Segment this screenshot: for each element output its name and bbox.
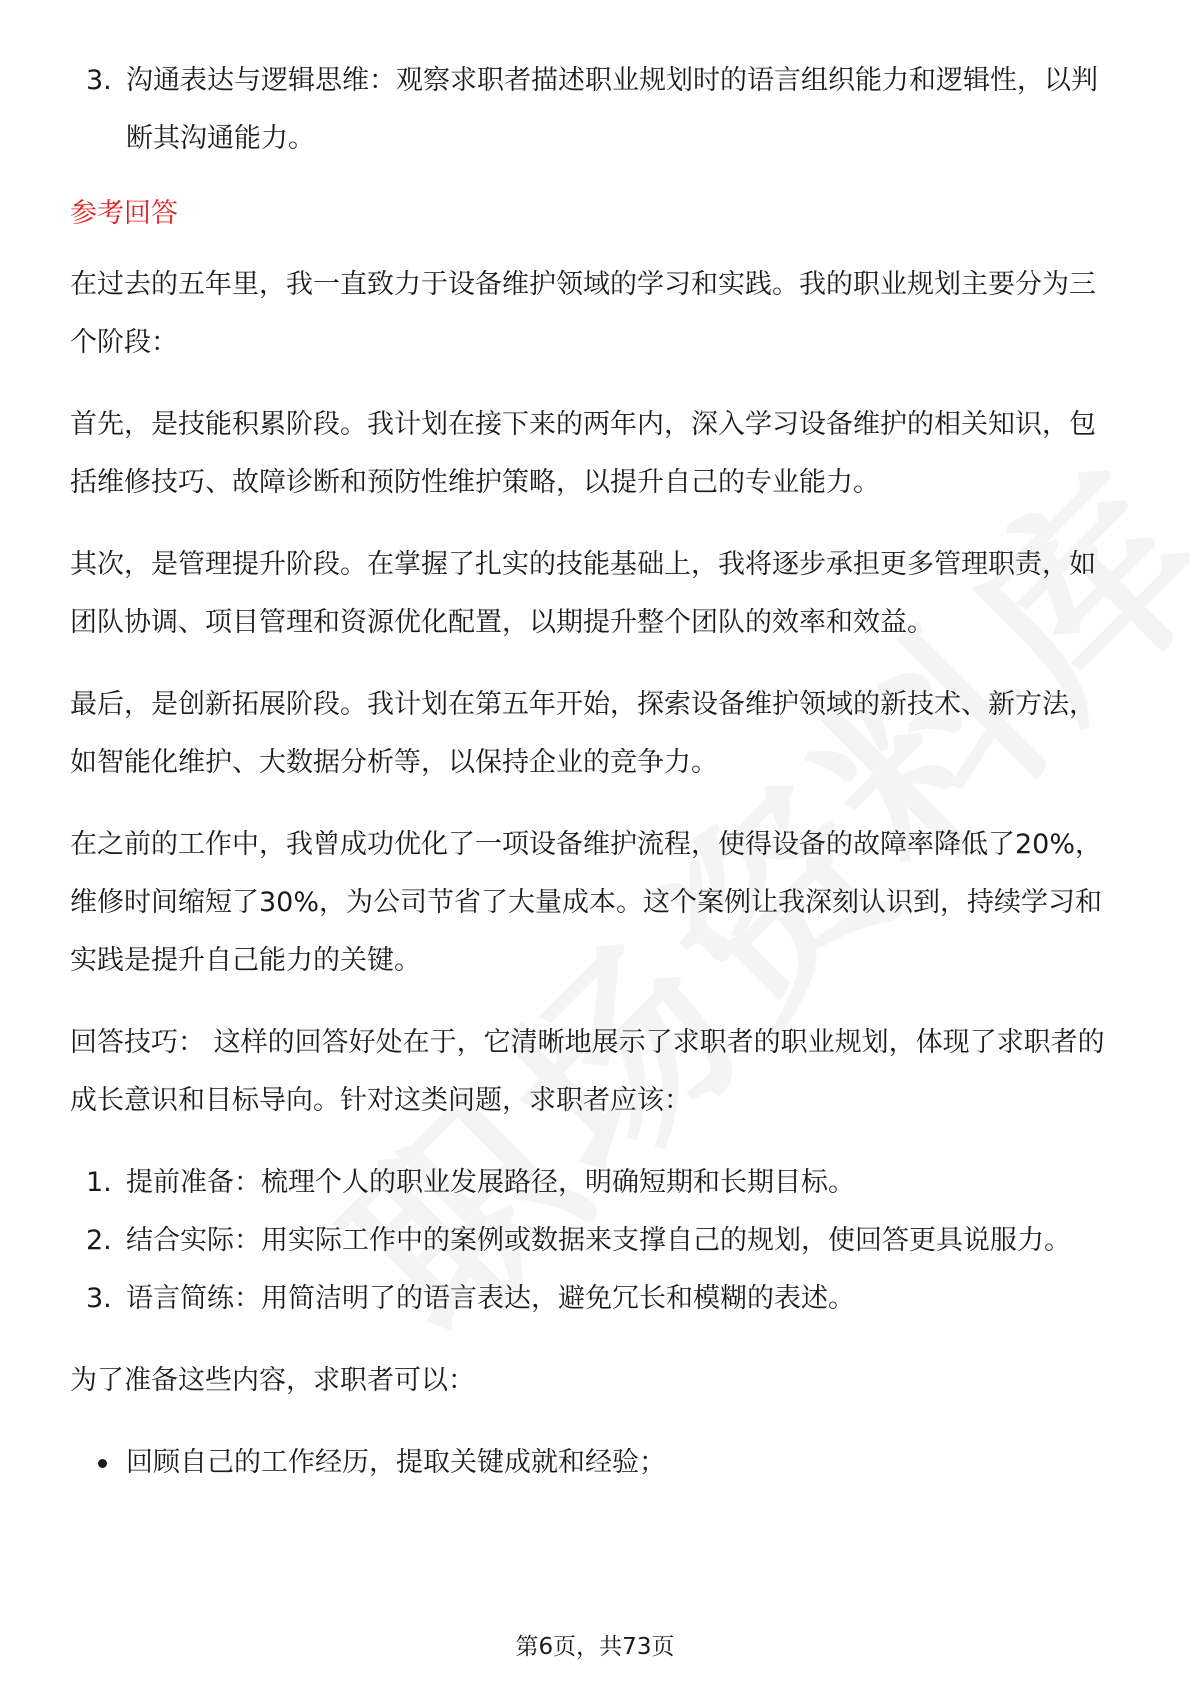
section-heading: 参考回答 (70, 198, 178, 229)
list-item-text: 沟通表达与逻辑思维：观察求职者描述职业规划时的语言组织能力和逻辑性，以判断其沟通能力。 (126, 65, 1098, 154)
list-item (70, 1270, 1120, 1328)
list-item (70, 1434, 1120, 1492)
tips-list (70, 1154, 1120, 1328)
list-item-text: 结合实际：用实际工作中的案例或数据来支撑自己的规划，使回答更具说服力。 (126, 1225, 1071, 1256)
list-number: 3. (86, 1283, 112, 1314)
evaluation-list (70, 52, 1120, 168)
page-content (70, 52, 1120, 1516)
bullet-icon (98, 1459, 107, 1468)
list-item (70, 52, 1120, 168)
paragraph: 在之前的工作中，我曾成功优化了一项设备维护流程，使得设备的故障率降低了20%，维修时间缩短了30%，为公司节省了大量成本。这个案例让我深刻认识到，持续学习和实践是提升自己能力的关键。 (70, 829, 1103, 976)
list-item-text: 提前准备：梳理个人的职业发展路径，明确短期和长期目标。 (126, 1167, 855, 1198)
prep-list (70, 1434, 1120, 1492)
paragraph: 在过去的五年里，我一直致力于设备维护领域的学习和实践。我的职业规划主要分为三个阶段： (70, 269, 1096, 358)
paragraph: 其次，是管理提升阶段。在掌握了扎实的技能基础上，我将逐步承担更多管理职责，如团队协调、项目管理和资源优化配置，以期提升整个团队的效率和效益。 (70, 549, 1096, 638)
paragraph: 为了准备这些内容，求职者可以： (70, 1365, 475, 1396)
list-item-text: 回顾自己的工作经历，提取关键成就和经验； (126, 1447, 666, 1478)
list-item-text: 语言简练：用简洁明了的语言表达，避免冗长和模糊的表述。 (126, 1283, 855, 1314)
paragraph: 最后，是创新拓展阶段。我计划在第五年开始，探索设备维护领域的新技术、新方法，如智能化维护、大数据分析等，以保持企业的竞争力。 (70, 689, 1096, 778)
list-item (70, 1154, 1120, 1212)
list-number: 3. (86, 65, 112, 96)
list-item (70, 1212, 1120, 1270)
paragraph: 回答技巧： 这样的回答好处在于，它清晰地展示了求职者的职业规划，体现了求职者的成长意识和目标导向。针对这类问题，求职者应该： (70, 1027, 1105, 1116)
list-number: 2. (86, 1225, 112, 1256)
paragraph: 首先，是技能积累阶段。我计划在接下来的两年内，深入学习设备维护的相关知识，包括维修技巧、故障诊断和预防性维护策略，以提升自己的专业能力。 (70, 409, 1096, 498)
list-number: 1. (86, 1167, 112, 1198)
page-footer: 第6页，共73页 (515, 1634, 675, 1660)
